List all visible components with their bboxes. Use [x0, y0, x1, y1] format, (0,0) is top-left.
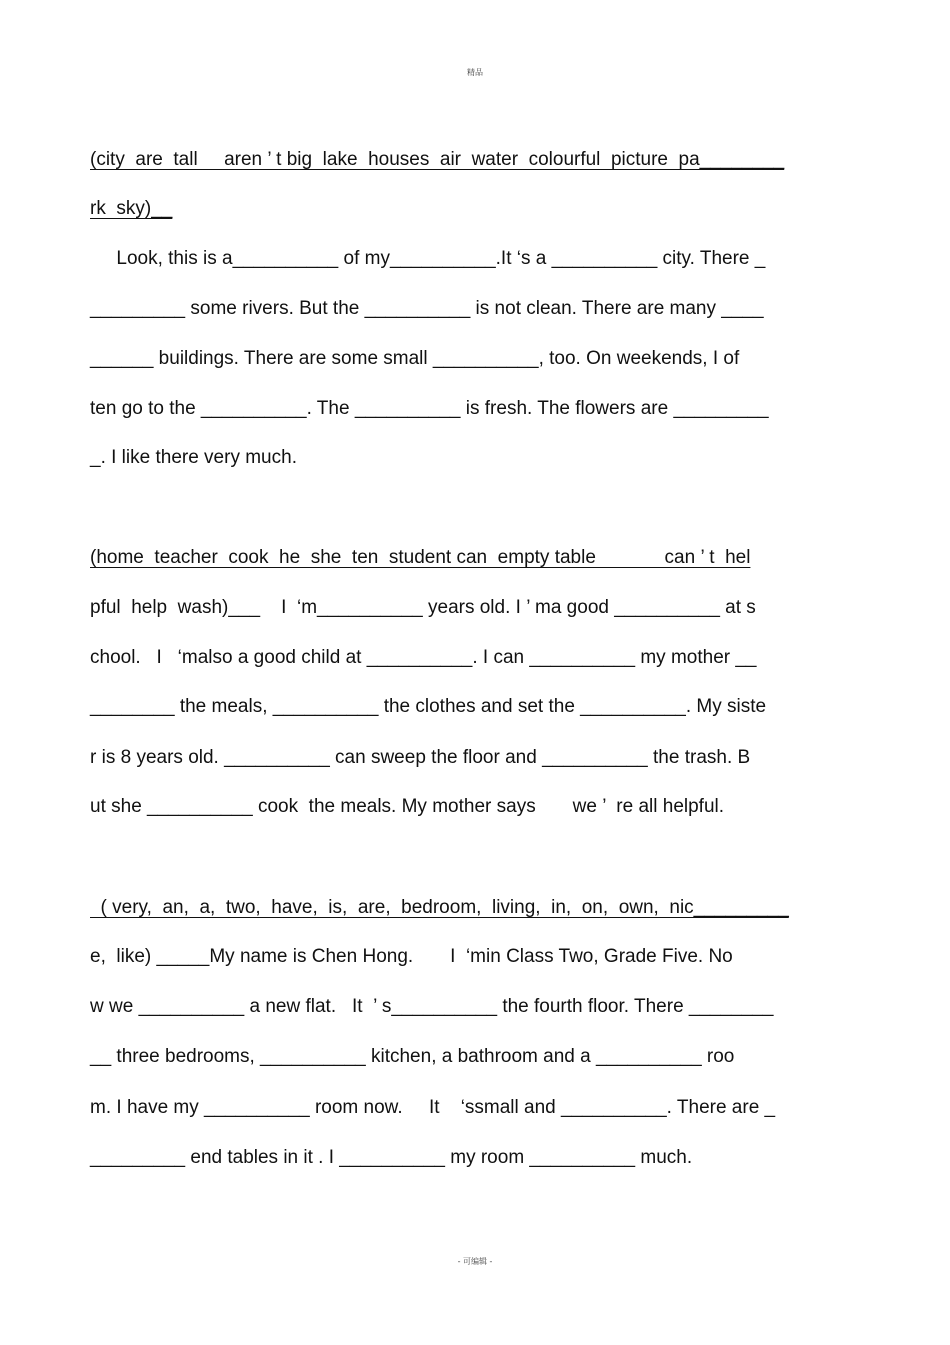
passage-1-line-5: _. I like there very much.: [90, 447, 297, 468]
passage-2-line-1: pful help wash)___ I ‘m__________ years old. I ’ ma good __________ at s: [90, 597, 756, 618]
passage-1-line-4: ten go to the __________. The __________ is fresh. The flowers are _________: [90, 398, 769, 419]
word-bank-3-line-1: ( very, an, a, two, have, is, are, bedroom, living, in, on, own, nic_________: [90, 897, 789, 918]
word-bank-1-line-2: rk sky)__: [90, 198, 173, 219]
passage-3-line-3: __ three bedrooms, __________ kitchen, a bathroom and a __________ roo: [90, 1046, 735, 1067]
passage-2-line-5: ut she __________ cook the meals. My mother says we ’ re all helpful.: [90, 796, 725, 817]
page-footer-mark: - 可编辑 -: [457, 1257, 493, 1266]
word-bank-2-line-1: (home teacher cook he she ten student can empty table can ’ t hel: [90, 547, 751, 568]
passage-1-line-2: _________ some rivers. But the __________ is not clean. There are many ____: [90, 298, 764, 319]
word-bank-1-line-1: (city are tall aren ’ t big lake houses air water colourful picture pa________: [90, 149, 785, 170]
passage-3-line-2: w we __________ a new flat. It ’ s__________ the fourth floor. There ________: [90, 996, 774, 1017]
passage-2-line-4: r is 8 years old. __________ can sweep the floor and __________ the trash. B: [90, 747, 751, 768]
passage-1-line-3: ______ buildings. There are some small __________, too. On weekends, I of: [90, 348, 740, 369]
passage-1-line-1: Look, this is a__________ of my__________.It ‘s a __________ city. There _: [90, 248, 766, 269]
passage-2-line-2: chool. I ‘malso a good child at __________. I can __________ my mother __: [90, 647, 757, 668]
passage-3-line-1: e, like) _____My name is Chen Hong. I ‘min Class Two, Grade Five. No: [90, 946, 733, 967]
passage-3-line-4: m. I have my __________ room now. It ‘ssmall and __________. There are _: [90, 1097, 776, 1118]
passage-3-line-5: _________ end tables in it . I __________ my room __________ much.: [90, 1147, 693, 1168]
page-header-mark: 精品: [467, 68, 483, 77]
passage-2-line-3: ________ the meals, __________ the clothes and set the __________. My siste: [90, 696, 767, 717]
